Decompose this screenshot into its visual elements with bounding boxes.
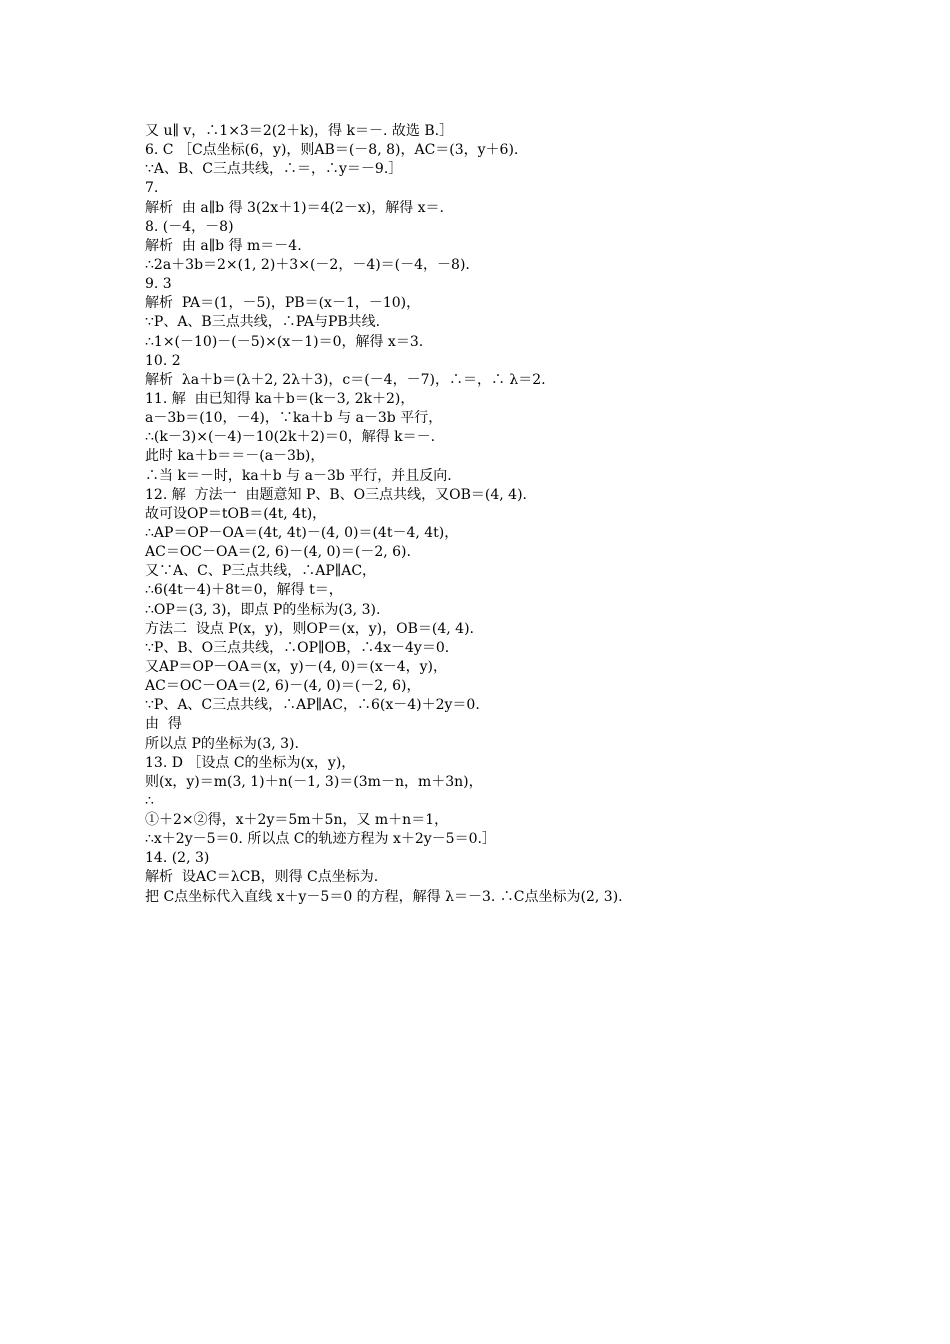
text-line: 解析 PA＝(1，－5)，PB＝(x－1，－10)， bbox=[145, 295, 421, 312]
text-line: 由 得 bbox=[145, 716, 182, 733]
text-line: ∴OP＝(3, 3)，即点 P的坐标为(3, 3). bbox=[145, 601, 381, 618]
text-line: 6. C ［C点坐标(6，y)，则AB＝(－8, 8)，AC＝(3，y＋6). bbox=[145, 142, 519, 159]
text-line: 10. 2 bbox=[145, 352, 181, 369]
solution-text-block bbox=[145, 122, 825, 907]
text-line: 7. bbox=[145, 180, 159, 197]
text-line: ∴2a＋3b＝2×(1, 2)＋3×(－2，－4)＝(－4，－8). bbox=[145, 256, 470, 273]
text-line: ∴x＋2y－5＝0. 所以点 C的轨迹方程为 x＋2y－5＝0.］ bbox=[145, 831, 496, 848]
text-line: 解析 由 a∥b 得 m＝－4. bbox=[145, 237, 302, 254]
text-line: 把 C点坐标代入直线 x＋y－5＝0 的方程，解得 λ＝－3. ∴C点坐标为(2, 3). bbox=[145, 888, 623, 905]
text-line: 故可设OP＝tOB＝(4t, 4t)， bbox=[145, 505, 327, 522]
text-line: ①＋2×②得，x＋2y＝5m＋5n，又 m＋n＝1， bbox=[145, 812, 449, 829]
text-line: AC＝OC－OA＝(2, 6)－(4, 0)＝(－2, 6)， bbox=[145, 678, 421, 695]
text-line: ∴ bbox=[145, 792, 154, 809]
text-line: a－3b＝(10，－4)，∵ka＋b 与 a－3b 平行， bbox=[145, 410, 443, 427]
text-line: 解析 λa＋b＝(λ＋2, 2λ＋3)，c＝(－4，－7)，∴＝，∴ λ＝2. bbox=[145, 371, 546, 388]
text-line: 11. 解 由已知得 ka＋b＝(k－3, 2k＋2)， bbox=[145, 390, 415, 407]
text-line: 又∵A、C、P三点共线，∴AP∥AC， bbox=[145, 563, 377, 580]
text-line: 则(x，y)＝m(3, 1)＋n(－1, 3)＝(3m－n，m＋3n)， bbox=[145, 773, 483, 790]
text-line: ∵P、A、B三点共线，∴PA与PB共线. bbox=[145, 314, 381, 331]
text-line: 方法二 设点 P(x，y)，则OP＝(x，y)，OB＝(4, 4). bbox=[145, 620, 474, 637]
text-line: 此时 ka＋b＝＝－(a－3b)， bbox=[145, 448, 325, 465]
text-line: ∴1×(－10)－(－5)×(x－1)＝0，解得 x＝3. bbox=[145, 333, 424, 350]
text-line: 解析 设AC＝λCB，则得 C点坐标为. bbox=[145, 869, 379, 886]
text-line: 8. (－4，－8) bbox=[145, 218, 234, 235]
text-line: ∵P、B、O三点共线，∴OP∥OB，∴4x－4y＝0. bbox=[145, 639, 450, 656]
text-line: ∴(k－3)×(－4)－10(2k＋2)＝0，解得 k＝－. bbox=[145, 429, 436, 446]
text-line: 又 u∥ v，∴1×3＝2(2＋k)，得 k＝－. 故选 B.］ bbox=[145, 123, 454, 139]
text-line: 12. 解 方法一 由题意知 P、B、O三点共线，又OB＝(4, 4). bbox=[145, 486, 528, 503]
text-line: ∴6(4t－4)＋8t＝0，解得 t＝， bbox=[145, 582, 343, 599]
text-line: ∴AP＝OP－OA＝(4t, 4t)－(4, 0)＝(4t－4, 4t)， bbox=[145, 524, 459, 541]
text-line: ∵A、B、C三点共线，∴＝，∴y＝－9.］ bbox=[145, 161, 403, 178]
text-line: AC＝OC－OA＝(2, 6)－(4, 0)＝(－2, 6). bbox=[145, 544, 411, 561]
text-line: ∵P、A、C三点共线，∴AP∥AC，∴6(x－4)＋2y＝0. bbox=[145, 697, 480, 714]
text-line: 所以点 P的坐标为(3, 3). bbox=[145, 735, 299, 752]
text-line: 13. D ［设点 C的坐标为(x，y)， bbox=[145, 754, 356, 771]
text-line: 又AP＝OP－OA＝(x，y)－(4, 0)＝(x－4，y)， bbox=[145, 658, 448, 675]
text-line: 解析 由 a∥b 得 3(2x＋1)＝4(2－x)，解得 x＝. bbox=[145, 199, 444, 216]
text-line: 9. 3 bbox=[145, 276, 172, 293]
text-line: ∴当 k＝－时，ka＋b 与 a－3b 平行，并且反向. bbox=[145, 467, 452, 484]
text-line: 14. (2, 3) bbox=[145, 850, 210, 867]
